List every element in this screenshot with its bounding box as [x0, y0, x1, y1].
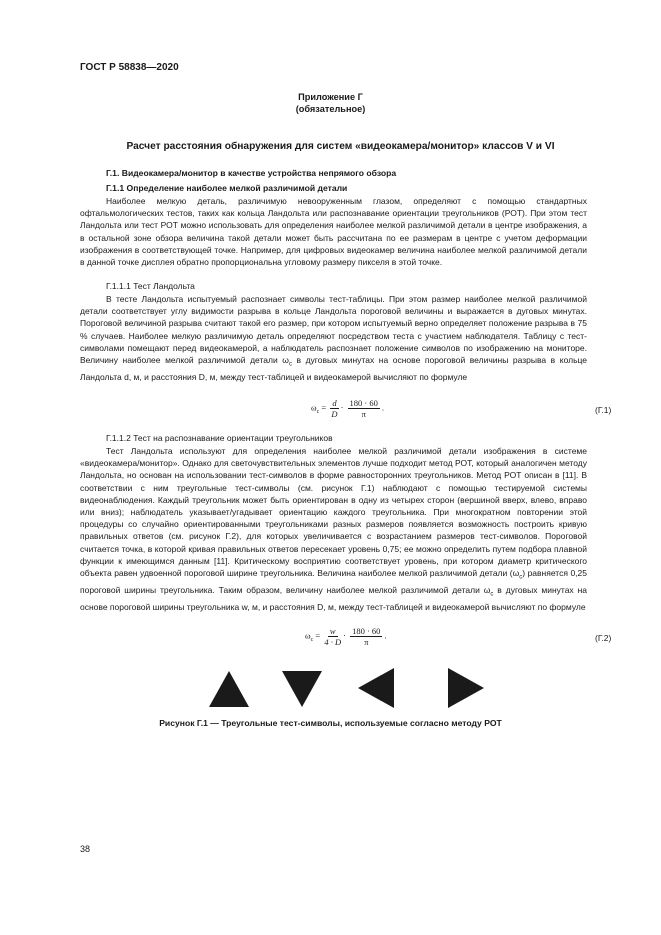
section-g1-heading: Г.1. Видеокамера/монитор в качестве устройства непрямого обзора: [106, 168, 397, 178]
formula-g2-eq: =: [315, 630, 321, 641]
formula-g1-frac2: [348, 398, 380, 419]
figure-caption: Рисунок Г.1 — Треугольные тест-символы, используемые согласно методу РОТ: [159, 718, 502, 728]
formula-g1-n2: 180 · 60: [349, 398, 378, 408]
paragraph-rot-sub2: c: [490, 591, 494, 598]
page-title: Расчет расстояния обнаружения для систем «видеокамера/монитор» классов V и VI: [126, 141, 555, 152]
formula-g2-d1: 4 · D: [324, 637, 342, 647]
paragraph-landolt-sub: c: [288, 361, 292, 368]
section-g111-heading: Г.1.1.1 Тест Ландольта: [106, 281, 195, 291]
formula-g1-n1: d: [332, 398, 337, 408]
formula-g2-end: .: [384, 630, 387, 641]
section-g11-heading: Г.1.1 Определение наиболее мелкой различимой детали: [106, 183, 348, 193]
formula-g2-frac1: [324, 626, 341, 647]
paragraph-rot-end: в дуговых минутах на основе пороговой ширины треугольника w, м, и расстояния D, м, между тест-таблицей и видеокамерой вычисляют по формуле: [80, 584, 588, 612]
formula-g1-frac1: [330, 398, 338, 419]
section-g112-heading: Г.1.1.2 Тест на распознавание ориентации треугольников: [106, 433, 333, 443]
triangle-right-icon: [448, 668, 484, 708]
formula-g1-end: .: [381, 402, 385, 413]
formula-g1-lhs-sub: c: [316, 409, 320, 416]
paragraph-intro: Наиболее мелкую деталь, различимую невооруженным глазом, определяют с помощью стандартных офтальмологических тестов, таких как кольца Ландольта или распознавание ориентации треугольников (РОТ). При этом тест Ландольта или тест РОТ можно использовать для определения наиболее мелкой различимой детали в центре изображения, а в остальной зоне обзора величина такой детали может быть рассчитана по ее размерам в центре с учетом деформации изображения в соответствующей точке. Например, для цифровых видеокамер величина наиболее мелкой различимой детали в данной точке дисплея обратно пропорциональна угловому размеру пикселя в этой точке.: [80, 196, 587, 268]
appendix-title: Приложение Г: [298, 92, 363, 102]
formula-g2-number: (Г.2): [595, 633, 612, 643]
formula-g1-eq: =: [321, 402, 327, 413]
triangle-down-icon: [282, 671, 322, 707]
formula-g1: $\omega_c$ = $\frac{d}{D}$ · $\frac{180 \cdot 60}{\pi}$ .: [311, 398, 385, 419]
paragraph-landolt-text: В тесте Ландольта испытуемый распознает символы тест-таблицы. При этом размер наиболее мелкой различимой детали соответствует углу видимости разрыва в кольце Ландольта пороговой величины и выражается в дуговых минутах. Пороговой величиной разрыва считают такой его размер, при котором испытуемый верно определяет положение разрыва в 75 % случаев. Наиболее мелкую различимую деталь определяют посредством теста с участием наблюдателя. Таблицу с тест-символами помещают перед видеокамерой, а наблюдатель распознает положение символов по изображению на мониторе. Величину наиболее мелкой различимой детали ω: [80, 294, 587, 366]
page-number: 38: [80, 844, 91, 854]
formula-g2-lhs-sub: c: [310, 637, 314, 644]
paragraph-landolt: [80, 293, 587, 383]
formula-g1-d2: π: [361, 409, 366, 419]
standard-header: ГОСТ Р 58838—2020: [80, 62, 179, 73]
formula-g1-lhs: ω: [311, 402, 317, 413]
formula-g2: $\omega_c$ = $\frac{w}{4 \cdot D}$ · $\frac{180 \cdot 60}{\pi}$ .: [305, 626, 387, 647]
formula-g2-d2: π: [364, 637, 369, 647]
triangle-up-icon: [209, 671, 249, 707]
formula-g2-lhs: ω: [305, 630, 311, 641]
paragraph-rot: [80, 445, 587, 613]
formula-g2-n2: 180 · 60: [352, 626, 381, 636]
formula-g1-number: (Г.1): [595, 405, 612, 415]
paragraph-rot-sub: c: [519, 574, 523, 581]
formula-g2-n1: w: [329, 626, 336, 636]
paragraph-landolt-end: в дуговых минутах на основе пороговой величины разрыва в кольце Ландольта d, м, и расстояния D, м, между тест-таблицей и видеокамерой вычисляют по формуле: [80, 355, 588, 382]
triangle-left-icon: [358, 668, 394, 708]
paragraph-rot-text: Тест Ландольта используют для определения наиболее мелкой различимой детали изображения в системе «видеокамера/монитор». Однако для светочувствительных элементов лучше подходит метод РОТ, который аналогичен методу Ландольта, но основан на использовании тест-символов в форме равносторонних треугольников. Метод РОТ описан в [11]. В соответствии с ним треугольные тест-символы (см. рисунок Г.1) наблюдают с помощью тестируемой системы видеонаблюдения. Каждый треугольник может быть ориентирован в одну из четырех сторон (вершиной вверх, влево, вправо или вниз); наблюдатель указывает/угадывает ориентацию каждого треугольника. При многократном повторении этой процедуры со случайно ориентированными треугольниками разных размеров появляется возможность построить кривую правильных ответов (см. рисунок Г.2), для которых увеличивается с возрастанием размеров тест-символов. Пороговой считается точка, в которой кривая правильных ответов пересекает уровень 0,75; ее можно определить путем подбора плавной функции к имеющимся данным [11]. Критическому восприятию соответствует уровень, при котором диаметр критического объекта равен удвоенной пороговой ширине треугольника. Величина наиболее мелкой различимой детали (ω: [80, 446, 587, 579]
appendix-subtitle: (обязательное): [295, 104, 366, 114]
formula-g1-d1: D: [331, 409, 338, 419]
formula-g2-frac2: [350, 626, 382, 647]
paragraph-rot-mid: ) равняется 0,25 пороговой ширины треугольника. Таким образом, величину наиболее мелкой различимой детали ω: [80, 568, 587, 595]
